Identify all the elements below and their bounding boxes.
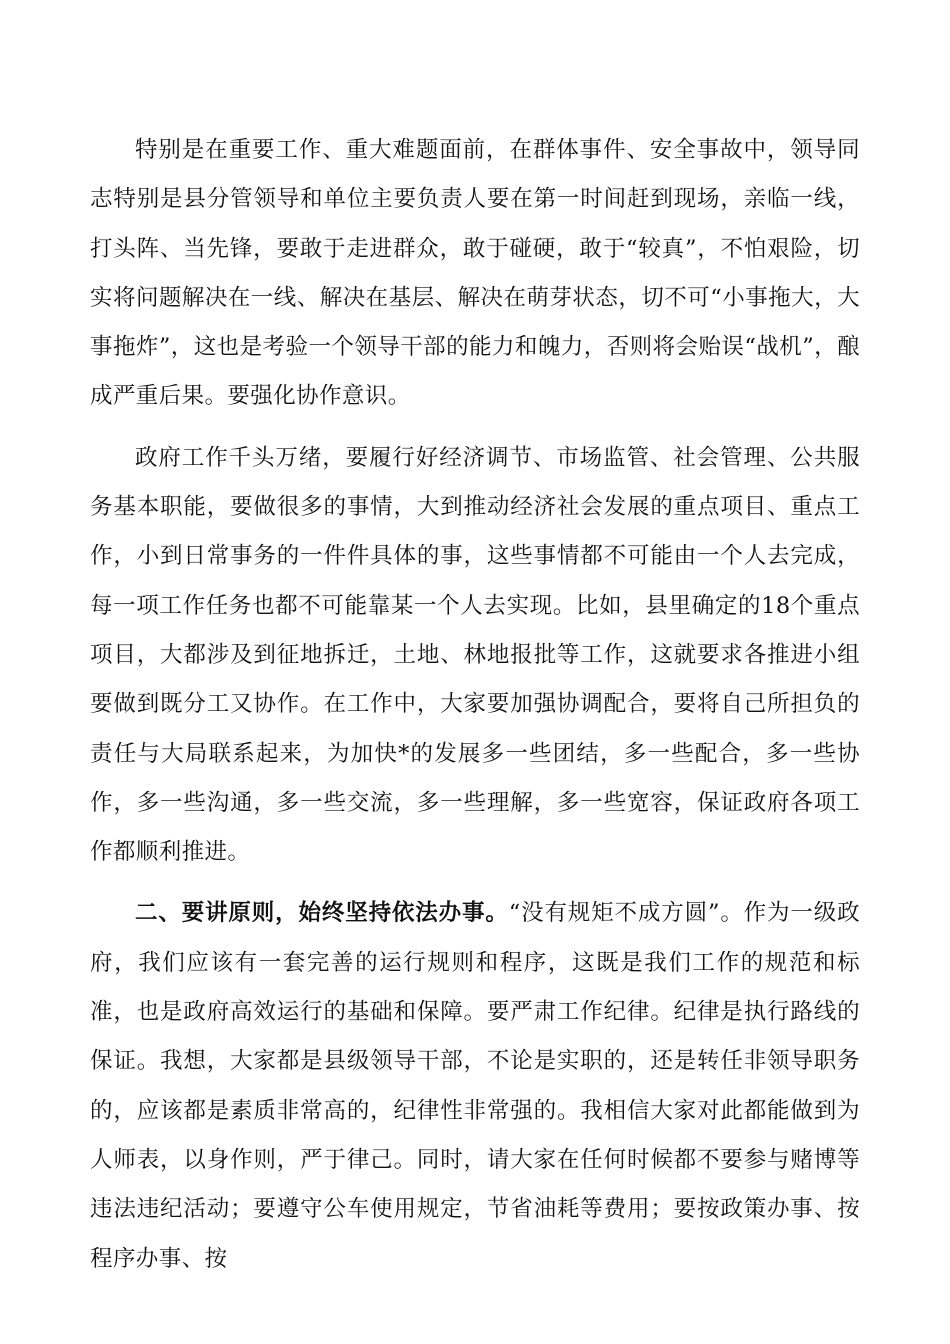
paragraph-2-text: 政府工作千头万绪，要履行好经济调节、市场监管、社会管理、公共服务基本职能，要做很多的事情，大到推动经济社会发展的重点项目、重点工作，小到日常事务的一件件具体的事，这些事情都不可能由一个人去完成，每一项工作任务也都不可能靠某一个人去实现。比如，县里确定的18个重点项目，大都涉及到征地拆迁，土地、林地报批等工作，这就要求各推进小组要做到既分工又协作。在工作中，大家要加强协调配合，要将自己所担负的责任与大局联系起来，为加快*的发展多一些团结，多一些配合，多一些协作，多一些沟通，多一些交流，多一些理解，多一些宽容，保证政府各项工作都顺利推进。 [90,444,860,866]
section-heading: 二、要讲原则，始终坚持依法办事。 [135,900,509,927]
document-body [90,126,860,1296]
paragraph-3-text: “没有规矩不成方圆”。作为一级政府，我们应该有一套完善的运行规则和程序，这既是我们工作的规范和标准，也是政府高效运行的基础和保障。要严肃工作纪律。纪律是执行路线的保证。我想，大家都是县级领导干部，不论是实职的，还是转任非领导职务的，应该都是素质非常高的，纪律性非常强的。我相信大家对此都能做到为人师表，以身作则，严于律己。同时，请大家在任何时候都不要参与赌博等违法违纪活动；要遵守公车使用规定，节省油耗等费用；要按政策办事、按程序办事、按 [90,900,861,1272]
paragraph-2 [90,434,860,878]
paragraph-1 [90,126,860,422]
paragraph-1-text: 特别是在重要工作、重大难题面前，在群体事件、安全事故中，领导同志特别是县分管领导和单位主要负责人要在第一时间赶到现场，亲临一线，打头阵、当先锋，要敢于走进群众，敢于碰硬，敢于“较真”，不怕艰险，切实将问题解决在一线、解决在基层、解决在萌芽状态，切不可“小事拖大，大事拖炸”，这也是考验一个领导干部的能力和魄力，否则将会贻误“战机”，酿成严重后果。要强化协作意识。 [90,137,860,410]
paragraph-3 [90,889,860,1283]
